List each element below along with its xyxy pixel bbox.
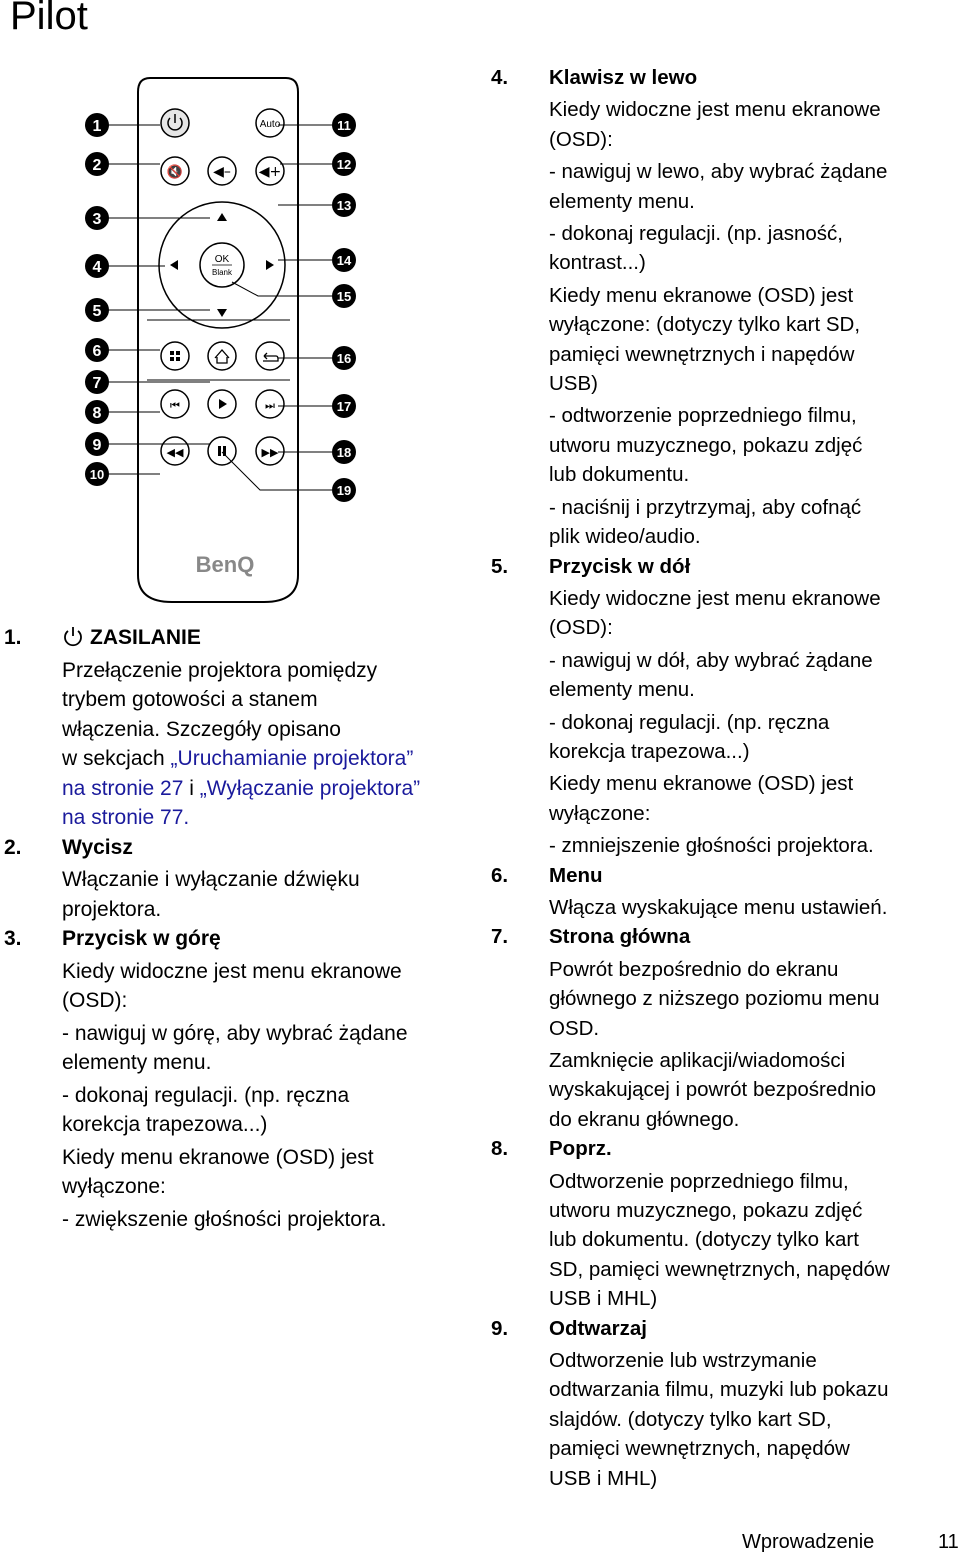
item-text: - dokonaj regulacji. (np. jasność, <box>549 222 843 246</box>
svg-text:6: 6 <box>92 343 102 360</box>
footer-section: Wprowadzenie <box>742 1531 875 1553</box>
item-7 <box>491 922 960 951</box>
item-text: plik wideo/audio. <box>549 525 701 549</box>
svg-text:9: 9 <box>92 437 102 454</box>
callout-15 <box>332 284 356 308</box>
menu-icon <box>170 351 180 361</box>
item-text: wyłączone: (dotyczy tylko kart SD, <box>549 313 861 337</box>
item-text: włączenia. Szczegóły opisano <box>62 717 341 741</box>
arrow-right-icon <box>266 260 274 270</box>
remote-control-illustration <box>0 60 480 620</box>
svg-text:19: 19 <box>336 483 352 498</box>
item-text: Zamknięcie aplikacji/wiadomości <box>549 1049 846 1072</box>
item-text: Kiedy menu ekranowe (OSD) jest <box>62 1145 374 1169</box>
item-heading: Poprz. <box>549 1137 612 1161</box>
volume-down-icon: ◀– <box>213 164 231 180</box>
callout-17 <box>332 394 356 418</box>
blank-label: Blank <box>211 268 233 277</box>
item-number: 3. <box>4 927 22 950</box>
link-page-27[interactable]: na stronie 27 <box>62 776 184 800</box>
svg-text:3: 3 <box>92 211 102 228</box>
callout-18 <box>332 440 356 464</box>
svg-text:2: 2 <box>92 157 102 174</box>
svg-text:7: 7 <box>92 375 102 392</box>
right-column <box>491 63 960 1493</box>
callout-14 <box>332 248 356 272</box>
item-text: wyłączone: <box>549 801 651 825</box>
item-text: elementy menu. <box>62 1051 212 1074</box>
svg-text:17: 17 <box>336 399 352 414</box>
item-text: pamięci wewnętrznych, napędów <box>549 1437 850 1461</box>
item-text: Włącza wyskakujące menu ustawień. <box>549 895 888 919</box>
item-number: 5. <box>491 554 509 578</box>
link-page-77[interactable]: na stronie 77. <box>62 806 190 829</box>
item-text: Kiedy widoczne jest menu ekranowe <box>549 98 881 122</box>
item-text: projektora. <box>62 897 162 921</box>
volume-up-icon: ◀+ <box>258 164 282 180</box>
item-text: do ekranu głównego. <box>549 1107 740 1131</box>
auto-label: Auto <box>259 119 281 130</box>
item-text: SD, pamięci wewnętrznych, napędów <box>549 1257 890 1281</box>
arrow-down-icon <box>217 309 227 317</box>
svg-text:18: 18 <box>336 445 352 460</box>
item-text: USB i MHL) <box>549 1466 658 1490</box>
item-2 <box>4 833 474 863</box>
item-text: Kiedy widoczne jest menu ekranowe <box>549 586 881 610</box>
item-heading: Przycisk w dół <box>549 554 691 578</box>
item-5 <box>491 552 960 581</box>
item-heading: Przycisk w górę <box>62 927 221 950</box>
home-icon <box>215 350 229 363</box>
item-1 <box>4 623 474 653</box>
item-4 <box>491 63 960 92</box>
item-text: wyskakującej i powrót bezpośrednio <box>549 1078 877 1102</box>
item-number: 8. <box>491 1137 509 1161</box>
item-text: - dokonaj regulacji. (np. ręczna <box>62 1083 350 1107</box>
item-text: w sekcjach „Uruchamianie projektora” <box>62 747 414 770</box>
item-heading: Menu <box>549 863 603 887</box>
svg-text:8: 8 <box>92 405 102 422</box>
item-text: - zmniejszenie głośności projektora. <box>549 834 874 858</box>
page-number: 11 <box>938 1531 959 1553</box>
callout-3 <box>85 206 109 230</box>
item-text: korekcja trapezowa...) <box>62 1113 268 1136</box>
item-number: 4. <box>491 66 509 89</box>
item-text: (OSD): <box>62 989 128 1012</box>
item-heading: Klawisz w lewo <box>549 66 698 89</box>
callout-7 <box>85 370 109 394</box>
item-heading: Odtwarzaj <box>549 1316 647 1340</box>
svg-text:16: 16 <box>336 351 352 366</box>
item-text: odtwarzania filmu, muzyki lub pokazu <box>549 1378 889 1402</box>
item-heading: Strona główna <box>549 925 691 949</box>
arrow-left-icon <box>170 260 178 270</box>
item-text: Powrót bezpośrednio do ekranu <box>549 957 839 981</box>
item-text: - nawiguj w lewo, aby wybrać żądane <box>549 160 888 184</box>
item-text: głównego z niższego poziomu menu <box>549 987 880 1011</box>
item-text: (OSD): <box>549 127 613 151</box>
item-6 <box>491 861 960 890</box>
power-icon <box>62 625 84 647</box>
svg-text:1: 1 <box>92 118 102 135</box>
item-text: (OSD): <box>549 616 613 640</box>
callout-16 <box>332 346 356 370</box>
callout-13 <box>332 193 356 217</box>
item-text: - nawiguj w górę, aby wybrać żądane <box>62 1021 408 1045</box>
callout-5 <box>85 298 109 322</box>
item-text: trybem gotowości a stanem <box>62 688 318 711</box>
item-text: na stronie 27 i „Wyłączanie projektora” <box>62 776 421 800</box>
mute-icon: 🔇 <box>166 164 184 179</box>
item-9 <box>491 1314 960 1343</box>
item-text: - zwiększenie głośności projektora. <box>62 1207 387 1231</box>
callout-11 <box>332 113 356 137</box>
item-text: USB) <box>549 372 598 396</box>
link-wylaczanie[interactable]: „Wyłączanie projektora” <box>199 776 421 800</box>
item-number: 9. <box>491 1316 509 1340</box>
item-text: kontrast...) <box>549 251 646 275</box>
item-heading: Wycisz <box>62 835 133 859</box>
item-number: 2. <box>4 835 22 859</box>
svg-text:14: 14 <box>336 253 352 268</box>
callout-2 <box>85 152 109 176</box>
item-text: Odtworzenie poprzedniego filmu, <box>549 1169 849 1193</box>
left-column <box>4 623 474 1234</box>
item-number: 7. <box>491 925 509 949</box>
svg-text:15: 15 <box>336 289 352 304</box>
item-text: Kiedy widoczne jest menu ekranowe <box>62 959 402 983</box>
play-icon <box>219 399 227 409</box>
svg-text:11: 11 <box>337 118 351 133</box>
item-text: lub dokumentu. (dotyczy tylko kart <box>549 1228 859 1252</box>
remote-body <box>138 78 298 602</box>
callout-8 <box>85 400 109 424</box>
svg-text:13: 13 <box>336 198 352 213</box>
callout-1 <box>85 113 109 137</box>
item-text: - dokonaj regulacji. (np. ręczna <box>549 710 830 734</box>
item-text: Przełączenie projektora pomiędzy <box>62 658 378 682</box>
item-text: slajdów. (dotyczy tylko kart SD, <box>549 1407 832 1431</box>
item-number: 6. <box>491 863 509 887</box>
callout-6 <box>85 338 109 362</box>
item-number: 1. <box>4 626 22 649</box>
item-text: elementy menu. <box>549 678 695 702</box>
item-text: - nawiguj w dół, aby wybrać żądane <box>549 648 873 672</box>
svg-text:5: 5 <box>92 303 102 320</box>
item-text: Odtworzenie lub wstrzymanie <box>549 1349 817 1373</box>
link-uruchamianie[interactable]: „Uruchamianie projektora” <box>170 747 414 770</box>
brand-logo: BenQ <box>195 552 255 577</box>
item-text: pamięci wewnętrznych i napędów <box>549 342 855 366</box>
svg-text:10: 10 <box>89 467 105 482</box>
item-3 <box>4 924 474 954</box>
next-icon: ⏭ <box>265 399 275 412</box>
item-text <box>4 803 474 833</box>
page-title: Pilot <box>10 0 88 38</box>
item-text: OSD. <box>549 1016 600 1040</box>
item-text: utworu muzycznego, pokazu zdjęć <box>549 1199 863 1223</box>
item-text: elementy menu. <box>549 189 695 213</box>
item-text: korekcja trapezowa...) <box>549 739 750 763</box>
rewind-icon: ◀◀ <box>166 446 184 459</box>
item-text: Kiedy menu ekranowe (OSD) jest <box>549 772 854 796</box>
arrow-up-icon <box>217 213 227 221</box>
item-8 <box>491 1134 960 1163</box>
svg-text:12: 12 <box>336 157 352 172</box>
fast-forward-icon: ▶▶ <box>261 446 279 459</box>
item-text: - odtworzenie poprzedniego filmu, <box>549 404 857 428</box>
item-text: - naciśnij i przytrzymaj, aby cofnąć <box>549 495 862 519</box>
item-heading: ZASILANIE <box>62 623 201 653</box>
item-text: USB i MHL) <box>549 1287 658 1311</box>
item-text: lub dokumentu. <box>549 463 690 487</box>
callout-10 <box>85 462 109 486</box>
item-text: Włączanie i wyłączanie dźwięku <box>62 868 360 891</box>
item-text: Kiedy menu ekranowe (OSD) jest <box>549 283 854 307</box>
previous-icon: ⏮ <box>170 399 180 412</box>
callout-4 <box>85 254 109 278</box>
item-text: utworu muzycznego, pokazu zdjęć <box>549 433 863 457</box>
callout-12 <box>332 152 356 176</box>
svg-text:4: 4 <box>92 259 102 276</box>
pause-icon <box>218 446 226 456</box>
item-text: wyłączone: <box>62 1175 166 1198</box>
ok-label: OK <box>214 254 230 265</box>
callout-19 <box>332 478 356 502</box>
callout-9 <box>85 432 109 456</box>
back-icon <box>263 353 278 361</box>
